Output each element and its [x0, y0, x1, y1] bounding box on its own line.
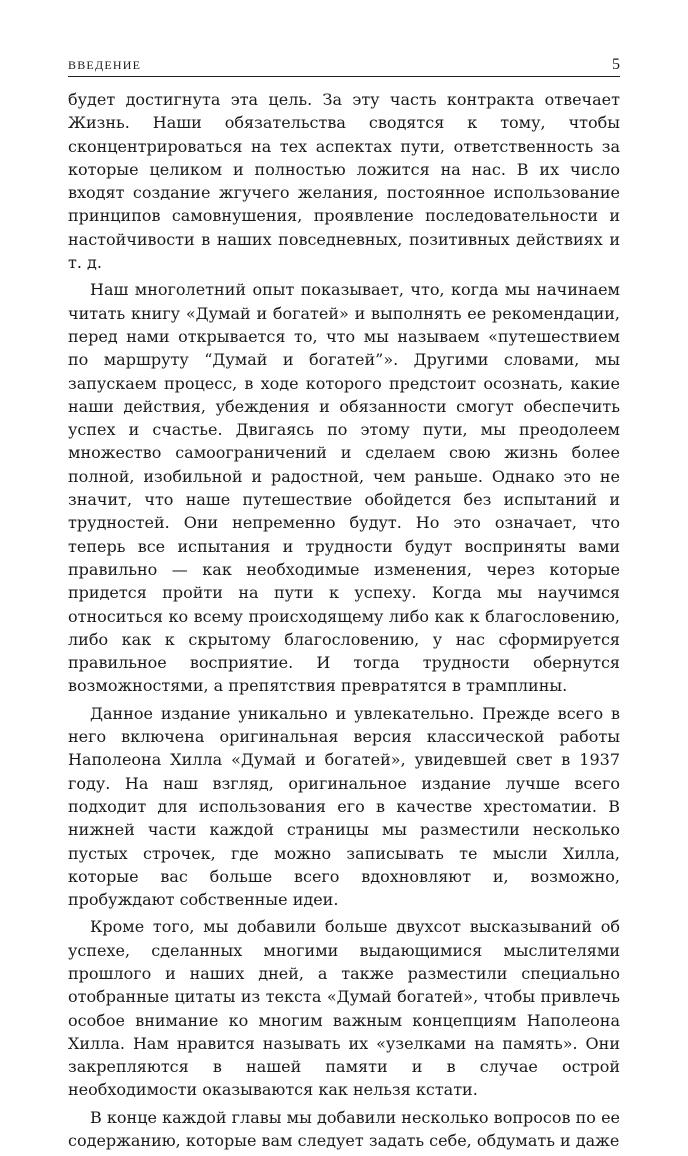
paragraph: В конце каждой главы мы добавили несколько вопросов по ее содержанию, которые вам следует задать себе, обдумать и даже — [68, 1107, 620, 1151]
running-header — [68, 54, 620, 77]
body-text — [68, 88, 620, 1156]
section-title: ВВЕДЕНИЕ — [68, 58, 142, 72]
paragraph: Кроме того, мы добавили больше двухсот высказываний об успехе, сделанных многими выдающимися мыслителями прошлого и наших дней, а также разместили специально отобранные цитаты из текста «Думай богатей», чтобы привлечь особое внимание ко многим важным концепциям Наполеона Хилла. Нам нравится называть их «узелками на память». Они закрепляются в нашей памяти и в случае острой необходимости оказываются как нельзя кстати. — [68, 917, 620, 1100]
page-number: 5 — [612, 56, 620, 73]
paragraph: Данное издание уникально и увлекательно. Прежде всего в него включена оригинальная версия классической работы Наполеона Хилла «Думай и богатей», увидевшей свет в 1937 году. На наш взгляд, оригинальное издание лучше всего подходит для использования его в качестве хрестоматии. В нижней части каждой страницы мы разместили несколько пустых строчек, где можно записывать те мысли Хилла, которые вас больше всего вдохновляют и, возможно, пробуждают собственные идеи. — [68, 703, 620, 910]
paragraph: Наш многолетний опыт показывает, что, когда мы начинаем читать книгу «Думай и богатей» и выполнять ее рекомендации, перед нами открывается то, что мы называем «путешествием по маршруту “Думай и богатей”». Другими словами, мы запускаем процесс, в ходе которого предстоит осознать, какие наши действия, убеждения и обязанности смогут обеспечить успех и счастье. Двигаясь по этому пути, мы преодолеем множество самоограничений и сделаем свою жизнь более полной, изобильной и радостной, чем раньше. Однако это не значит, что наше путешествие обойдется без испытаний и трудностей. Они непременно будут. Но это означает, что теперь все испытания и трудности будут восприняты вами правильно — как необходимые изменения, через которые придется пройти на пути к успеху. Когда мы научимся относиться ко всему происходящему либо как к благословению, либо как к скрытому благословению, у нас сформируется правильное восприятие. И тогда трудности обернутся возможностями, а препятствия превратятся в трамплины. — [68, 280, 620, 696]
paragraph-continuation: будет достигнута эта цель. За эту часть контракта отвечает Жизнь. Наши обязательства сводятся к тому, чтобы сконцентрироваться на тех аспектах пути, ответственность за которые целиком и полностью ложится на нас. В их число входят создание жгучего желания, постоянное использование принципов самовнушения, проявление последовательности и настойчивости в наших повседневных, позитивных действиях и т. д. — [68, 90, 620, 273]
